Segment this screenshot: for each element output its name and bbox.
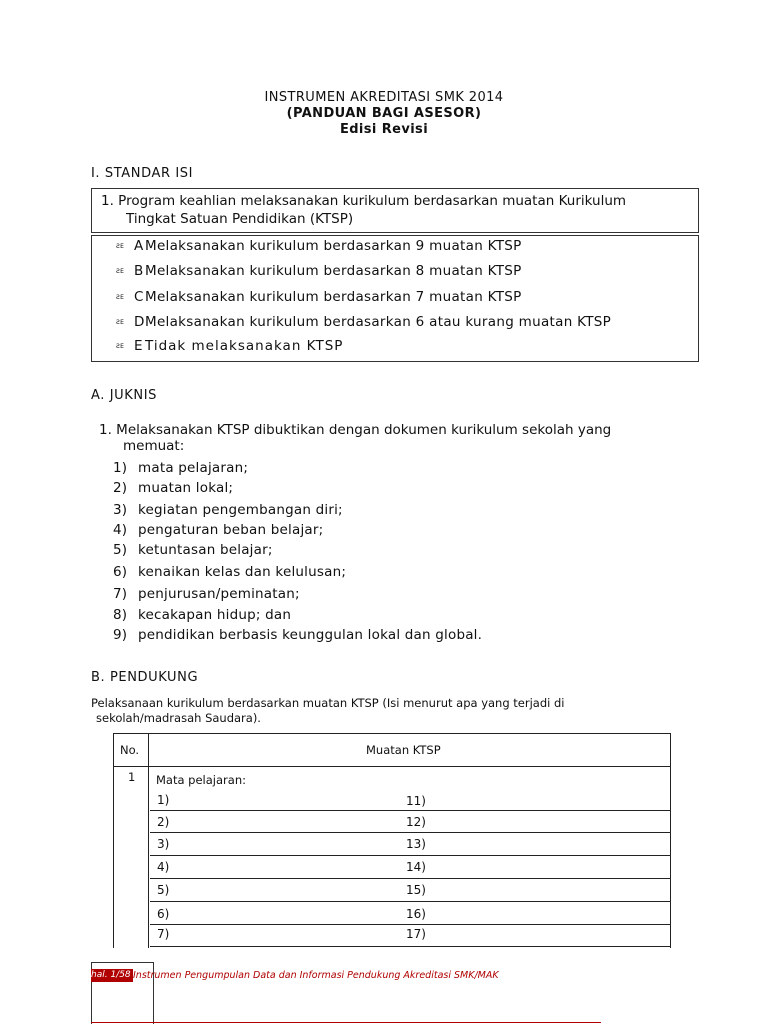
option-letter: C (134, 289, 144, 305)
juknis-intro-line2: memuat: (123, 438, 185, 454)
table-row-no: 1 (128, 770, 136, 784)
pendukung-desc-line2: sekolah/madrasah Saudara). (96, 711, 261, 725)
option-bullet-icon: ƧE (116, 342, 125, 350)
table-cell-left: 7) (157, 927, 170, 941)
option-bullet-icon: ƧE (116, 318, 125, 326)
option-text: Melaksanakan kurikulum berdasarkan 6 atau kurang muatan KTSP (145, 314, 612, 330)
table-header-no: No. (120, 743, 140, 757)
option-letter: B (134, 263, 144, 279)
table-cell-left: 5) (157, 883, 170, 897)
pendukung-desc-line1: Pelaksanaan kurikulum berdasarkan muatan KTSP (Isi menurut apa yang terjadi di (91, 696, 565, 710)
doc-edition: Edisi Revisi (339, 122, 429, 137)
juknis-list-item: 4) pengaturan beban belajar; (113, 522, 324, 538)
table-row-label: Mata pelajaran: (156, 773, 246, 787)
question-line1: 1. Program keahlian melaksanakan kurikulum berdasarkan muatan Kurikulum (101, 193, 627, 209)
table-cell-left: 6) (157, 907, 170, 921)
question-box (91, 188, 699, 233)
question-line2: Tingkat Satuan Pendidikan (KTSP) (126, 211, 354, 227)
option-a[interactable] (116, 238, 522, 254)
table-cell-right: 13) (406, 837, 426, 851)
table-cell-left: 4) (157, 860, 170, 874)
footer-rule (91, 1022, 601, 1023)
option-text: Tidak melaksanakan KTSP (145, 338, 344, 354)
footer-page-label: hal. 1/58 (91, 970, 131, 980)
table-header-divider (113, 766, 671, 767)
option-b[interactable] (116, 263, 522, 279)
juknis-intro-line1: 1. Melaksanakan KTSP dibuktikan dengan dokumen kurikulum sekolah yang (99, 422, 612, 438)
option-letter: E (134, 338, 143, 354)
juknis-list-item: 6) kenaikan kelas dan kelulusan; (113, 564, 347, 580)
table-cell-right: 15) (406, 883, 426, 897)
juknis-list-item: 3) kegiatan pengembangan diri; (113, 502, 343, 518)
table-cell-right: 14) (406, 860, 426, 874)
section-heading-pendukung: B. PENDUKUNG (91, 670, 199, 685)
option-bullet-icon: ƧE (116, 293, 125, 301)
option-text: Melaksanakan kurikulum berdasarkan 9 muatan KTSP (145, 238, 522, 254)
doc-title: INSTRUMEN AKREDITASI SMK 2014 (264, 90, 504, 105)
table-cell-left: 2) (157, 815, 170, 829)
table-cell-right: 11) (406, 794, 426, 808)
option-text: Melaksanakan kurikulum berdasarkan 7 muatan KTSP (145, 289, 522, 305)
table-cell-right: 12) (406, 815, 426, 829)
juknis-list-item: 7) penjurusan/peminatan; (113, 586, 300, 602)
table-cell-left: 3) (157, 837, 170, 851)
table-header-muatan: Muatan KTSP (366, 743, 441, 757)
table-cell-right: 16) (406, 907, 426, 921)
footer-doc-text: Instrumen Pengumpulan Data dan Informasi Pendukung Akreditasi SMK/MAK (133, 970, 499, 981)
juknis-list-item: 5) ketuntasan belajar; (113, 542, 273, 558)
section-heading-standar: I. STANDAR ISI (91, 166, 194, 181)
option-text: Melaksanakan kurikulum berdasarkan 8 muatan KTSP (145, 263, 522, 279)
juknis-list-item: 1) mata pelajaran; (113, 460, 249, 476)
option-d[interactable] (116, 314, 611, 330)
table-cell-left: 1) (157, 793, 170, 807)
option-e[interactable] (116, 338, 343, 354)
doc-subtitle: (PANDUAN BAGI ASESOR) (286, 106, 482, 121)
section-heading-juknis: A. JUKNIS (91, 388, 158, 403)
juknis-list-item: 8) kecakapan hidup; dan (113, 607, 292, 623)
option-bullet-icon: ƧE (116, 242, 125, 250)
option-letter: D (134, 314, 145, 330)
juknis-list-item: 2) muatan lokal; (113, 480, 234, 496)
option-bullet-icon: ƧE (116, 267, 125, 275)
option-letter: A (134, 238, 144, 254)
juknis-list-item: 9) pendidikan berbasis keunggulan lokal dan global. (113, 627, 483, 643)
table-cell-right: 17) (406, 927, 426, 941)
option-c[interactable] (116, 289, 522, 305)
